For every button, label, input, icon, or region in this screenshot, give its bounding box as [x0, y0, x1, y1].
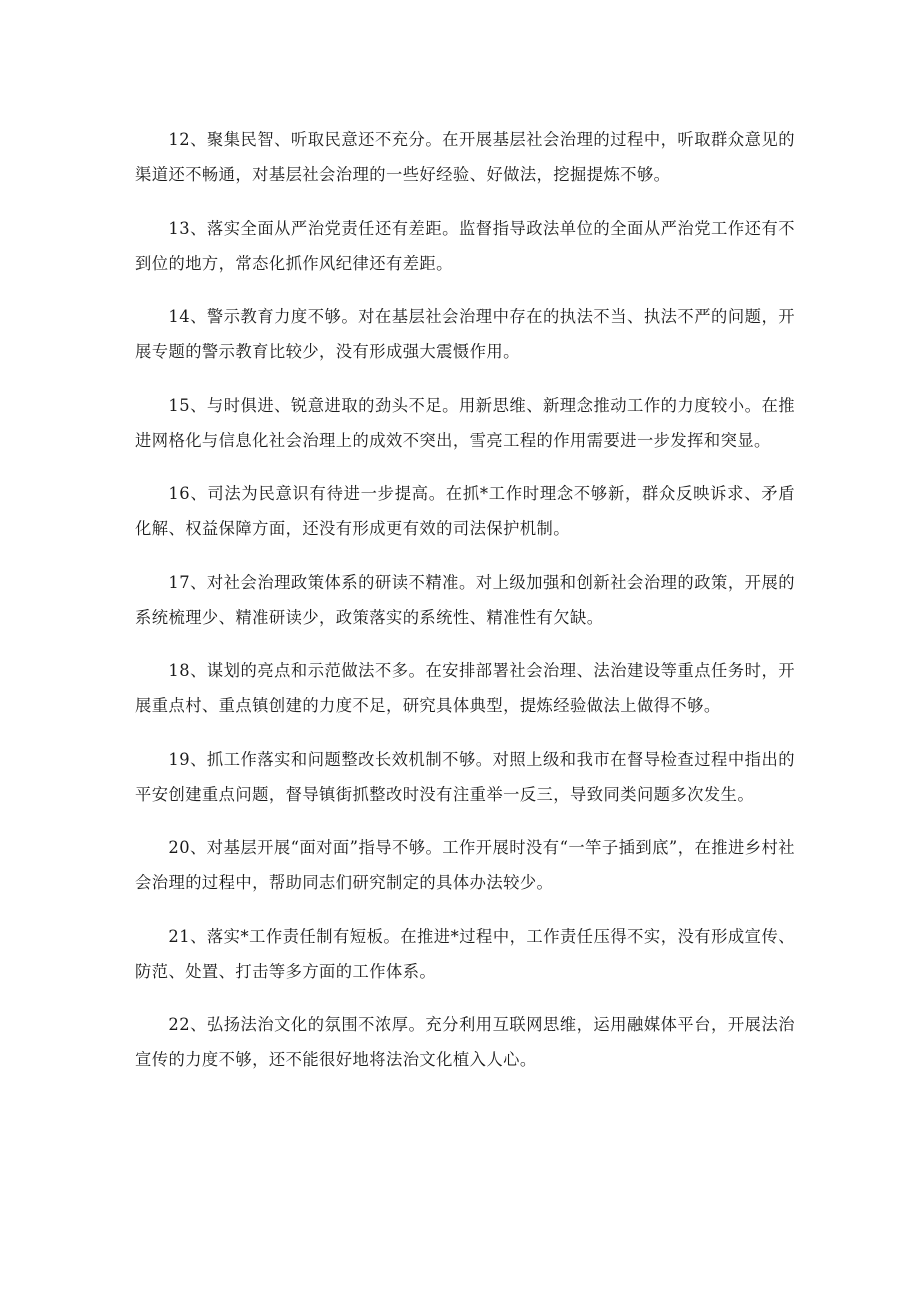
paragraph-item-16: 16、司法为民意识有待进一步提高。在抓*工作时理念不够新，群众反映诉求、矛盾化解、权益保障方面，还没有形成更有效的司法保护机制。 — [135, 484, 795, 538]
document-page — [135, 122, 795, 1096]
paragraph-item-13: 13、落实全面从严治党责任还有差距。监督指导政法单位的全面从严治党工作还有不到位的地方，常态化抓作风纪律还有差距。 — [135, 218, 795, 273]
paragraph-item-14: 14、警示教育力度不够。对在基层社会治理中存在的执法不当、执法不严的问题，开展专题的警示教育比较少，没有形成强大震慑作用。 — [135, 307, 795, 361]
paragraph-item-12: 12、聚集民智、听取民意还不充分。在开展基层社会治理的过程中，听取群众意见的渠道还不畅通，对基层社会治理的一些好经验、好做法，挖掘提炼不够。 — [135, 130, 795, 184]
paragraph-item-15: 15、与时俱进、锐意进取的劲头不足。用新思维、新理念推动工作的力度较小。在推进网格化与信息化社会治理上的成效不突出，雪亮工程的作用需要进一步发挥和突显。 — [135, 395, 795, 450]
paragraph-item-18: 18、谋划的亮点和示范做法不多。在安排部署社会治理、法治建设等重点任务时，开展重点村、重点镇创建的力度不足，研究具体典型，提炼经验做法上做得不够。 — [135, 661, 795, 715]
paragraph-item-22: 22、弘扬法治文化的氛围不浓厚。充分利用互联网思维，运用融媒体平台，开展法治宣传的力度不够，还不能很好地将法治文化植入人心。 — [135, 1015, 795, 1069]
paragraph-item-17: 17、对社会治理政策体系的研读不精准。对上级加强和创新社会治理的政策，开展的系统梳理少、精准研读少，政策落实的系统性、精准性有欠缺。 — [135, 572, 795, 627]
paragraph-item-21: 21、落实*工作责任制有短板。在推进*过程中，工作责任压得不实，没有形成宣传、防范、处置、打击等多方面的工作体系。 — [135, 926, 795, 981]
paragraph-item-20: 20、对基层开展“面对面”指导不够。工作开展时没有“一竿子插到底”，在推进乡村社会治理的过程中，帮助同志们研究制定的具体办法较少。 — [135, 838, 795, 892]
paragraph-item-19: 19、抓工作落实和问题整改长效机制不够。对照上级和我市在督导检查过程中指出的平安创建重点问题，督导镇街抓整改时没有注重举一反三，导致同类问题多次发生。 — [135, 749, 795, 804]
